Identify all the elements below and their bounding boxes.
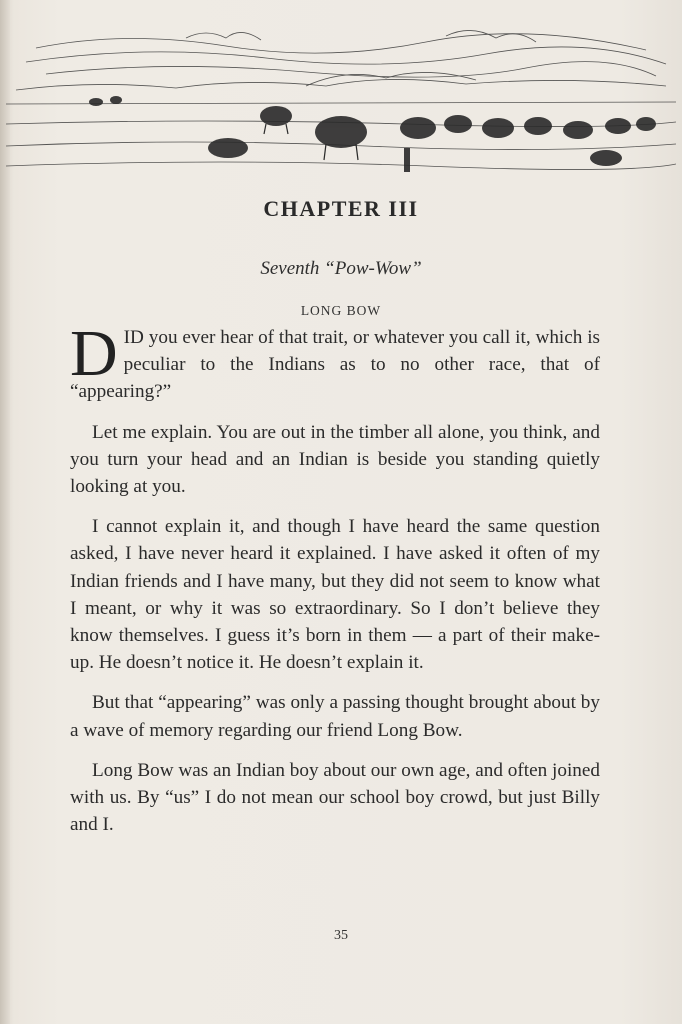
buffalo-herd-vignette-icon — [6, 28, 676, 188]
paragraph-text: ID you ever hear of that trait, or whatever you call it, which is peculiar to the Indians as to no other race, that of “appearing?” — [70, 327, 600, 403]
paragraph-2: Let me explain. You are out in the timber all alone, you think, and you turn your head and an Indian is beside you standing quietly looking at you. — [70, 421, 600, 498]
drop-cap: D — [70, 317, 118, 390]
character-subtitle: LONG BOW — [300, 303, 382, 318]
paragraph-4: But that “appearing” was only a passing thought brought about by a wave of memory regarding our friend Long Bow. — [70, 692, 600, 741]
chapter-body — [70, 317, 600, 851]
chapter-heading: CHAPTER III — [263, 196, 419, 221]
section-title: Seventh “Pow-Wow” — [260, 258, 422, 279]
paragraph-1 — [70, 317, 600, 406]
paragraph-5: Long Bow was an Indian boy about our own age, and often joined with us. By “us” I do not mean our school boy crowd, but just Billy and I. — [70, 759, 600, 836]
page-number: 35 — [334, 928, 348, 943]
paragraph-3: I cannot explain it, and though I have heard the same question asked, I have never heard it explained. I have asked it often of my Indian friends and I have many, but they did not seem to know what I meant, or why it was so extraordinary. So I don’t believe they know themselves. I guess it’s born in them — a part of their make-up. He doesn’t notice it. He doesn’t explain it. — [70, 516, 600, 674]
